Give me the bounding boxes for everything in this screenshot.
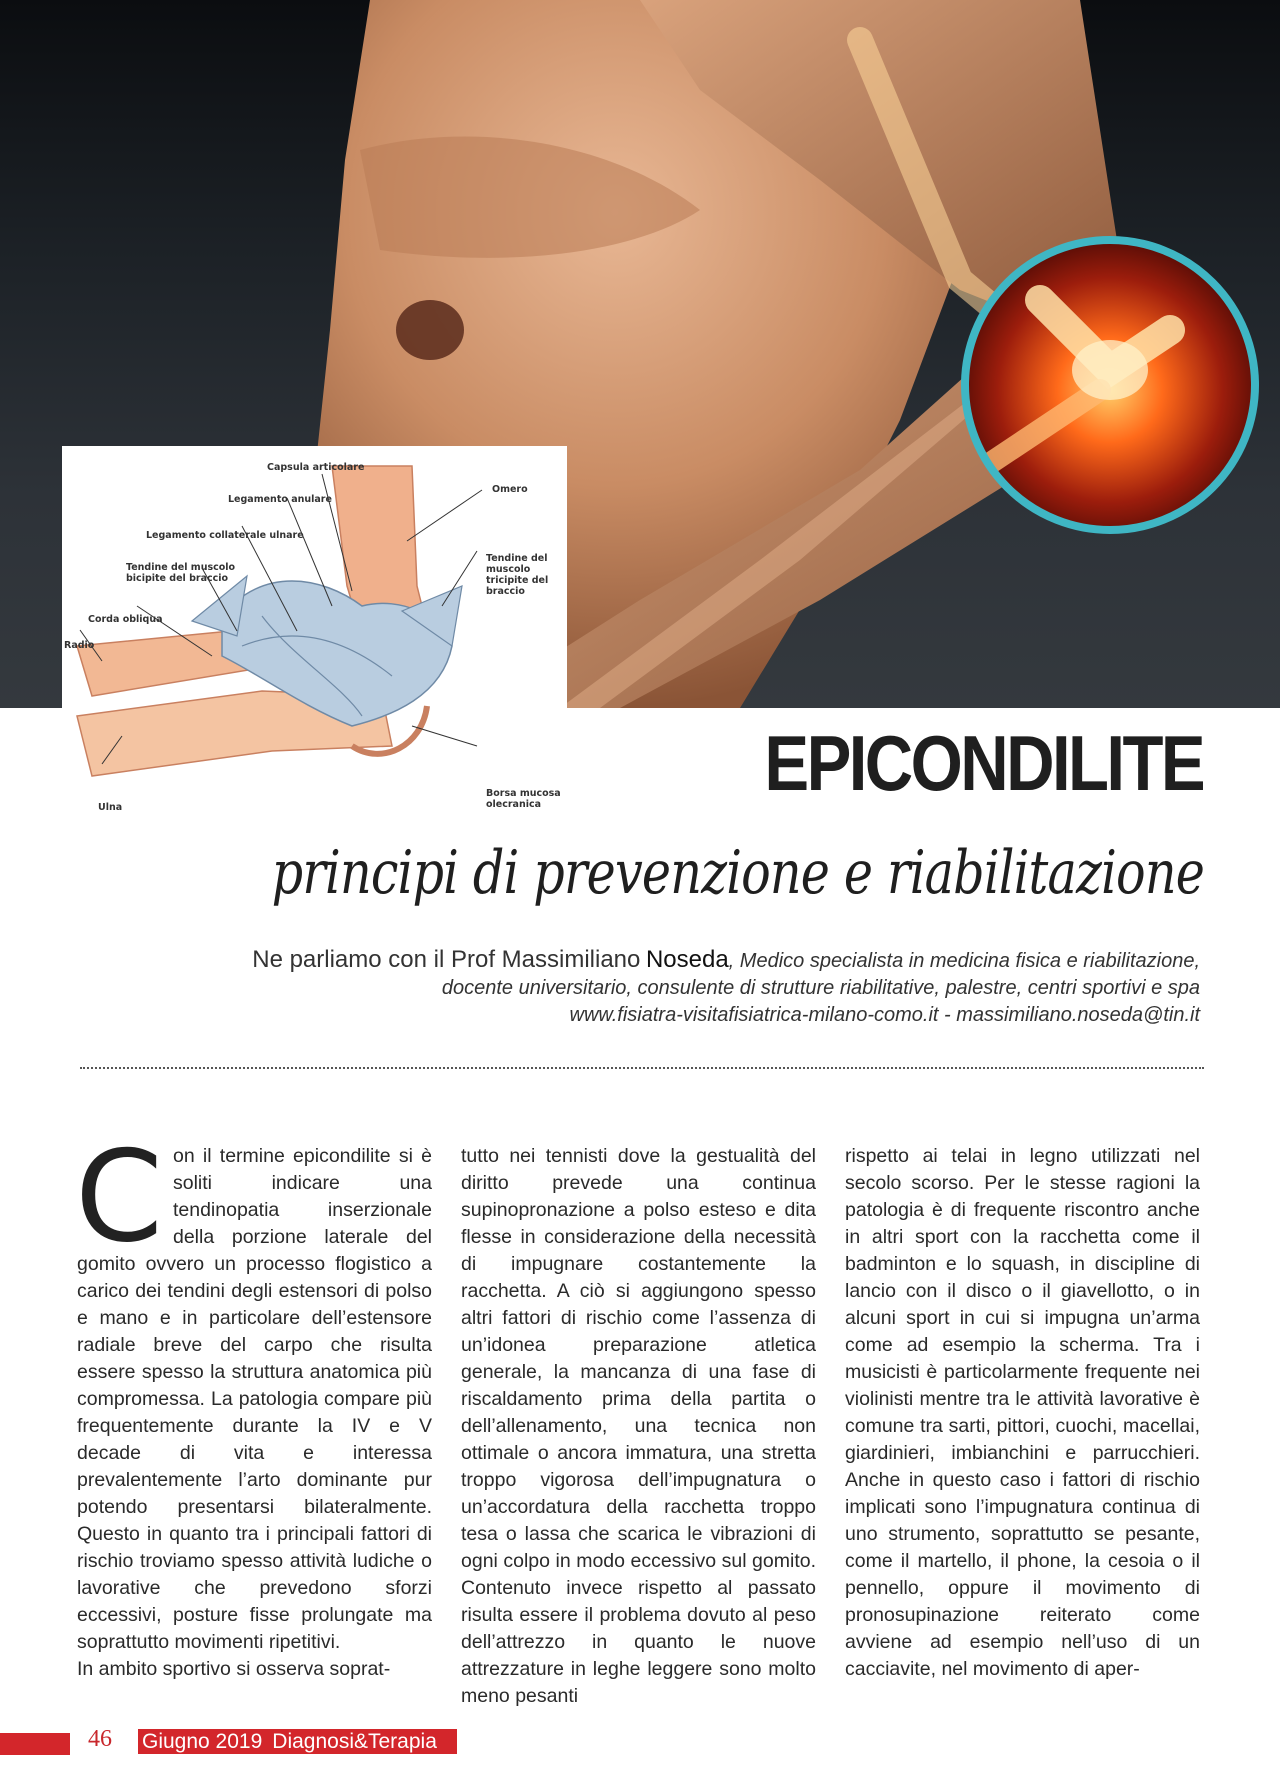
article-paragraph: In ambito sportivo si osserva soprat- <box>77 1658 391 1680</box>
author-contact: www.fisiatra-visitafisiatrica-milano-como.it - massimiliano.noseda@tin.it <box>569 1004 1200 1026</box>
article-paragraph: rispetto ai telai in legno utilizzati nel secolo scorso. Per le stesse ragioni la patologia è di frequente riscontro anche in altri sport con la racchetta come il badminton e lo squash, in discipline di lancio con il disco o il giavellotto, o in alcuni sport in cui si impugna un’arma come ad esempio la scherma. Tra i musicisti è particolarmente frequente nei violinisti mentre tra le attività lavorative è comune tra sarti, pittori, cuochi, macellai, giardinieri, imbianchini e parrucchieri. Anche in questo caso i fattori di rischio implicati sono l’impugnatura continua di uno strumento, soprattutto se pesante, come il martello, il phone, la cesoia o il pennello, oppure il movimento di pronosupinazione reiterato come avviene ad esempio nell’uso di un cacciavite, nel movimento di aper- <box>845 1145 1200 1680</box>
label-legamento-collaterale: Legamento collaterale ulnare <box>146 530 304 541</box>
label-omero: Omero <box>492 484 528 495</box>
footer-accent-bar <box>0 1733 70 1755</box>
article-column-2 <box>461 1143 816 1707</box>
page-number: 46 <box>88 1726 112 1752</box>
author-title: , Medico specialista in medicina fisica e riabilitazione, <box>728 950 1200 972</box>
label-legamento-anulare: Legamento anulare <box>228 494 332 505</box>
drop-cap: C <box>75 1123 163 1270</box>
label-radio: Radio <box>64 640 95 651</box>
dotted-divider <box>80 1067 1204 1069</box>
anatomy-diagram <box>62 446 567 820</box>
article-column-3 <box>845 1143 1200 1683</box>
author-name: Noseda <box>645 946 729 973</box>
label-tendine-tricipite: Tendine del muscolo tricipite del braccio <box>486 553 549 597</box>
label-borsa: Borsa mucosa olecranica <box>486 788 561 810</box>
label-capsula: Capsula articolare <box>267 462 365 473</box>
author-roles: docente universitario, consulente di strutture riabilitative, palestre, centri sportivi e spa <box>441 977 1200 999</box>
article-paragraph: tutto nei tennisti dove la gestualità del diritto prevede una continua supinopronazione a polso esteso e dita flesse in considerazione della necessità di impugnare costantemente la racchetta. A ciò si aggiungono spesso altri fattori di rischio come l’assenza di un’idonea preparazione atletica generale, la mancanza di una fase di riscaldamento prima della partita o dell’allenamento, una tecnica non ottimale o ancora immatura, una stretta troppo vigorosa dell’impugnatura o un’accordatura della racchetta troppo tesa o lassa che scarica le vibrazioni di ogni colpo in modo eccessivo sul gomito. Contenuto invece rispetto al passato risulta essere il problema dovuto al peso dell’attrezzo in quanto le nuove attrezzature in leghe leggere sono molto meno pesanti <box>461 1145 816 1707</box>
footer-issue-label <box>138 1729 457 1754</box>
byline-lead: Ne parliamo con il Prof Massimiliano <box>252 946 641 973</box>
footer-issue: Giugno 2019 <box>142 1730 263 1753</box>
article-paragraph: on il termine epicondilite si è soliti indicare una tendinopatia inserzionale della porzione laterale del gomito ovvero un processo flogistico a carico dei tendini degli estensori di polso e mano e in particolare dell’estensore radiale breve del carpo che risulta essere spesso la struttura anatomica più compromessa. La patologia compare più frequentemente durante la IV e V decade di vita e interessa prevalentemente l’arto dominante pur potendo presentarsi bilateralmente. Questo in quanto tra i principali fattori di rischio troviamo spesso attività ludiche o lavorative che prevedono sforzi eccessivi, posture fisse prolungate ma soprattutto movimenti ripetitivi. <box>77 1145 432 1653</box>
page-title: EPICONDILITE <box>764 719 1203 807</box>
byline <box>50 946 1200 1029</box>
article-column-1 <box>75 1123 432 1683</box>
page-subtitle: principi di prevenzione e riabilitazione <box>271 838 1204 908</box>
label-tendine-bicipite: Tendine del muscolo bicipite del braccio <box>126 562 236 584</box>
label-ulna: Ulna <box>98 802 123 813</box>
footer-magazine: Diagnosi&Terapia <box>272 1730 437 1753</box>
label-corda: Corda obliqua <box>88 614 163 625</box>
